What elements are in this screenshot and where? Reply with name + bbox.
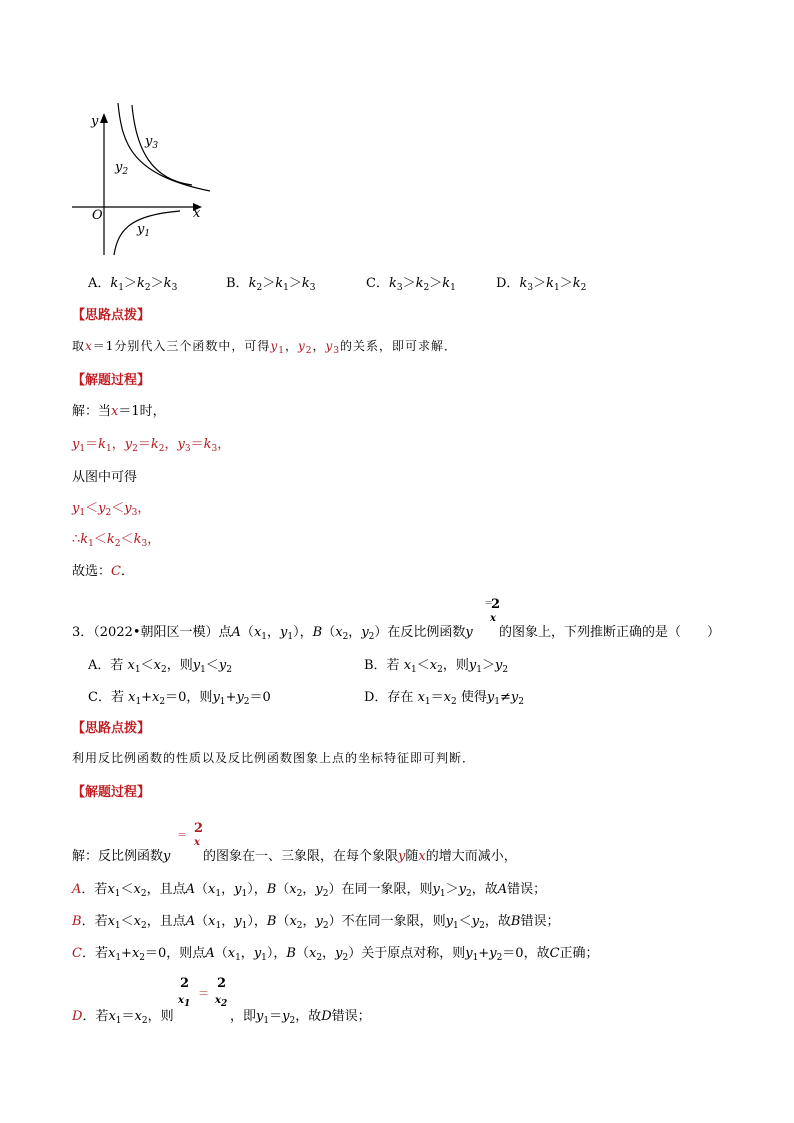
q3-d-fraction-left-num: 2 [180,976,190,991]
curve-y3 [132,105,192,185]
q3-solution-line-1-tail: 的图象在一、三象限，在每个象限y随x的增大而减小， [203,849,517,864]
q2-solution-line-3: 从图中可得 [72,470,138,485]
q3-d-fraction-right-den: $x_2$ [215,995,228,1009]
q2-solution-line-2: $y_1=k_1$，$y_2=k_2$，$y_3=k_3$， [72,437,231,454]
curve-y2 [118,103,210,191]
q3-solution-line-2: A．若$x_1<x_2$，且点$A(x_1$，$y_1$），$B(x_2$，$y_2$）在同一象限，则$y_1>y_2$，故A错误； [72,882,547,899]
graph-origin-label: O [92,208,103,223]
q2-solution-heading: 【解题过程】 [72,373,151,388]
q3-solution-fraction-num: 2 [194,821,204,836]
q3-option-b: B．若 $x_1<x_2$，则$y_1>y_2$ [364,658,509,675]
q3-solution-heading: 【解题过程】 [72,785,151,800]
q3-hint-text: 利用反比例函数的性质以及反比例函数图象上点的坐标特征即可判断． [72,751,476,765]
q2-solution-line-5: $\therefore k_1<k_2<k_3$， [72,532,161,549]
q3-solution-fraction-den: x [194,837,200,848]
q3-option-d: D．存在 $x_1=x_2$ 使得$y_1\ne y_2$ [364,690,524,707]
q2-solution-line-1: 解：当x＝1时， [72,404,166,419]
q3-solution-line-1: 解：反比例函数y [72,849,171,864]
q3-stem-fraction: ＝ [484,599,494,609]
q3-option-c: C．若 $x_1+x_2=0$，则$y_1+y_2=0$ [88,690,271,707]
q2-option-c: C．$k_3>k_2>k_1$ [366,276,456,293]
q3-solution-line-3: B．若$x_1<x_2$，且点$A(x_1$，$y_1$），$B(x_2$，$y_2$）不在同一象限，则$y_1<y_2$，故B错误； [72,914,560,931]
graph-x-label: x [193,206,201,221]
q3-stem-fraction-num: 2 [491,597,501,612]
q3-option-a: A．若 $x_1<x_2$，则$y_1<y_2$ [88,658,232,675]
curve-label-y2: $y_2$ [115,160,129,177]
q2-option-d: D．$k_3>k_1>k_2$ [496,276,587,293]
q3-solution-line-5-tail: ，即$y_1=y_2$，故D错误； [230,1009,371,1026]
q3-d-fraction-right-num: 2 [217,976,227,991]
q2-hint-heading: 【思路点拨】 [72,308,151,323]
q3-stem-fraction-den: x [490,613,496,624]
q3-d-fraction-eq: ＝ [198,987,209,1000]
q3-stem-tail: 的图象上，下列推断正确的是（ ） [499,625,721,640]
q3-hint-heading: 【思路点拨】 [72,721,151,736]
q3-solution-line-4: C．若$x_1+x_2=0$，则点$A(x_1$，$y_1$），$B(x_2$，$y_2$）关于原点对称，则$y_1+y_2=0$，故C正确； [72,946,599,963]
q2-option-a: A．$k_1>k_2>k_3$ [88,276,178,293]
graph-y-label: y [91,114,99,129]
y-axis-arrow [100,113,108,123]
q2-hint-text: 取x＝1分别代入三个函数中，可得$y_1$，$y_2$，$y_3$的关系，即可求解． [72,339,458,356]
q3-solution-fraction-eq: ＝ [177,830,187,841]
q3-solution-line-5: D．若$x_1=x_2$，则 [72,1009,174,1026]
q2-solution-line-4: $y_1<y_2<y_3$， [72,501,151,518]
curve-label-y1: $y_1$ [137,222,151,239]
q3-d-fraction-left-den: $x_1$ [178,995,191,1009]
q2-solution-line-6: 故选：C． [72,564,134,579]
q3-stem: 3．（2022•朝阳区一模）点$A(x_1$，$y_1$），$B(x_2$，$y_2$）在反比例函数y [72,625,473,642]
inverse-function-graph [60,95,220,265]
q2-option-b: B．$k_2>k_1>k_3$ [226,276,316,293]
curve-label-y3: $y_3$ [145,134,159,151]
